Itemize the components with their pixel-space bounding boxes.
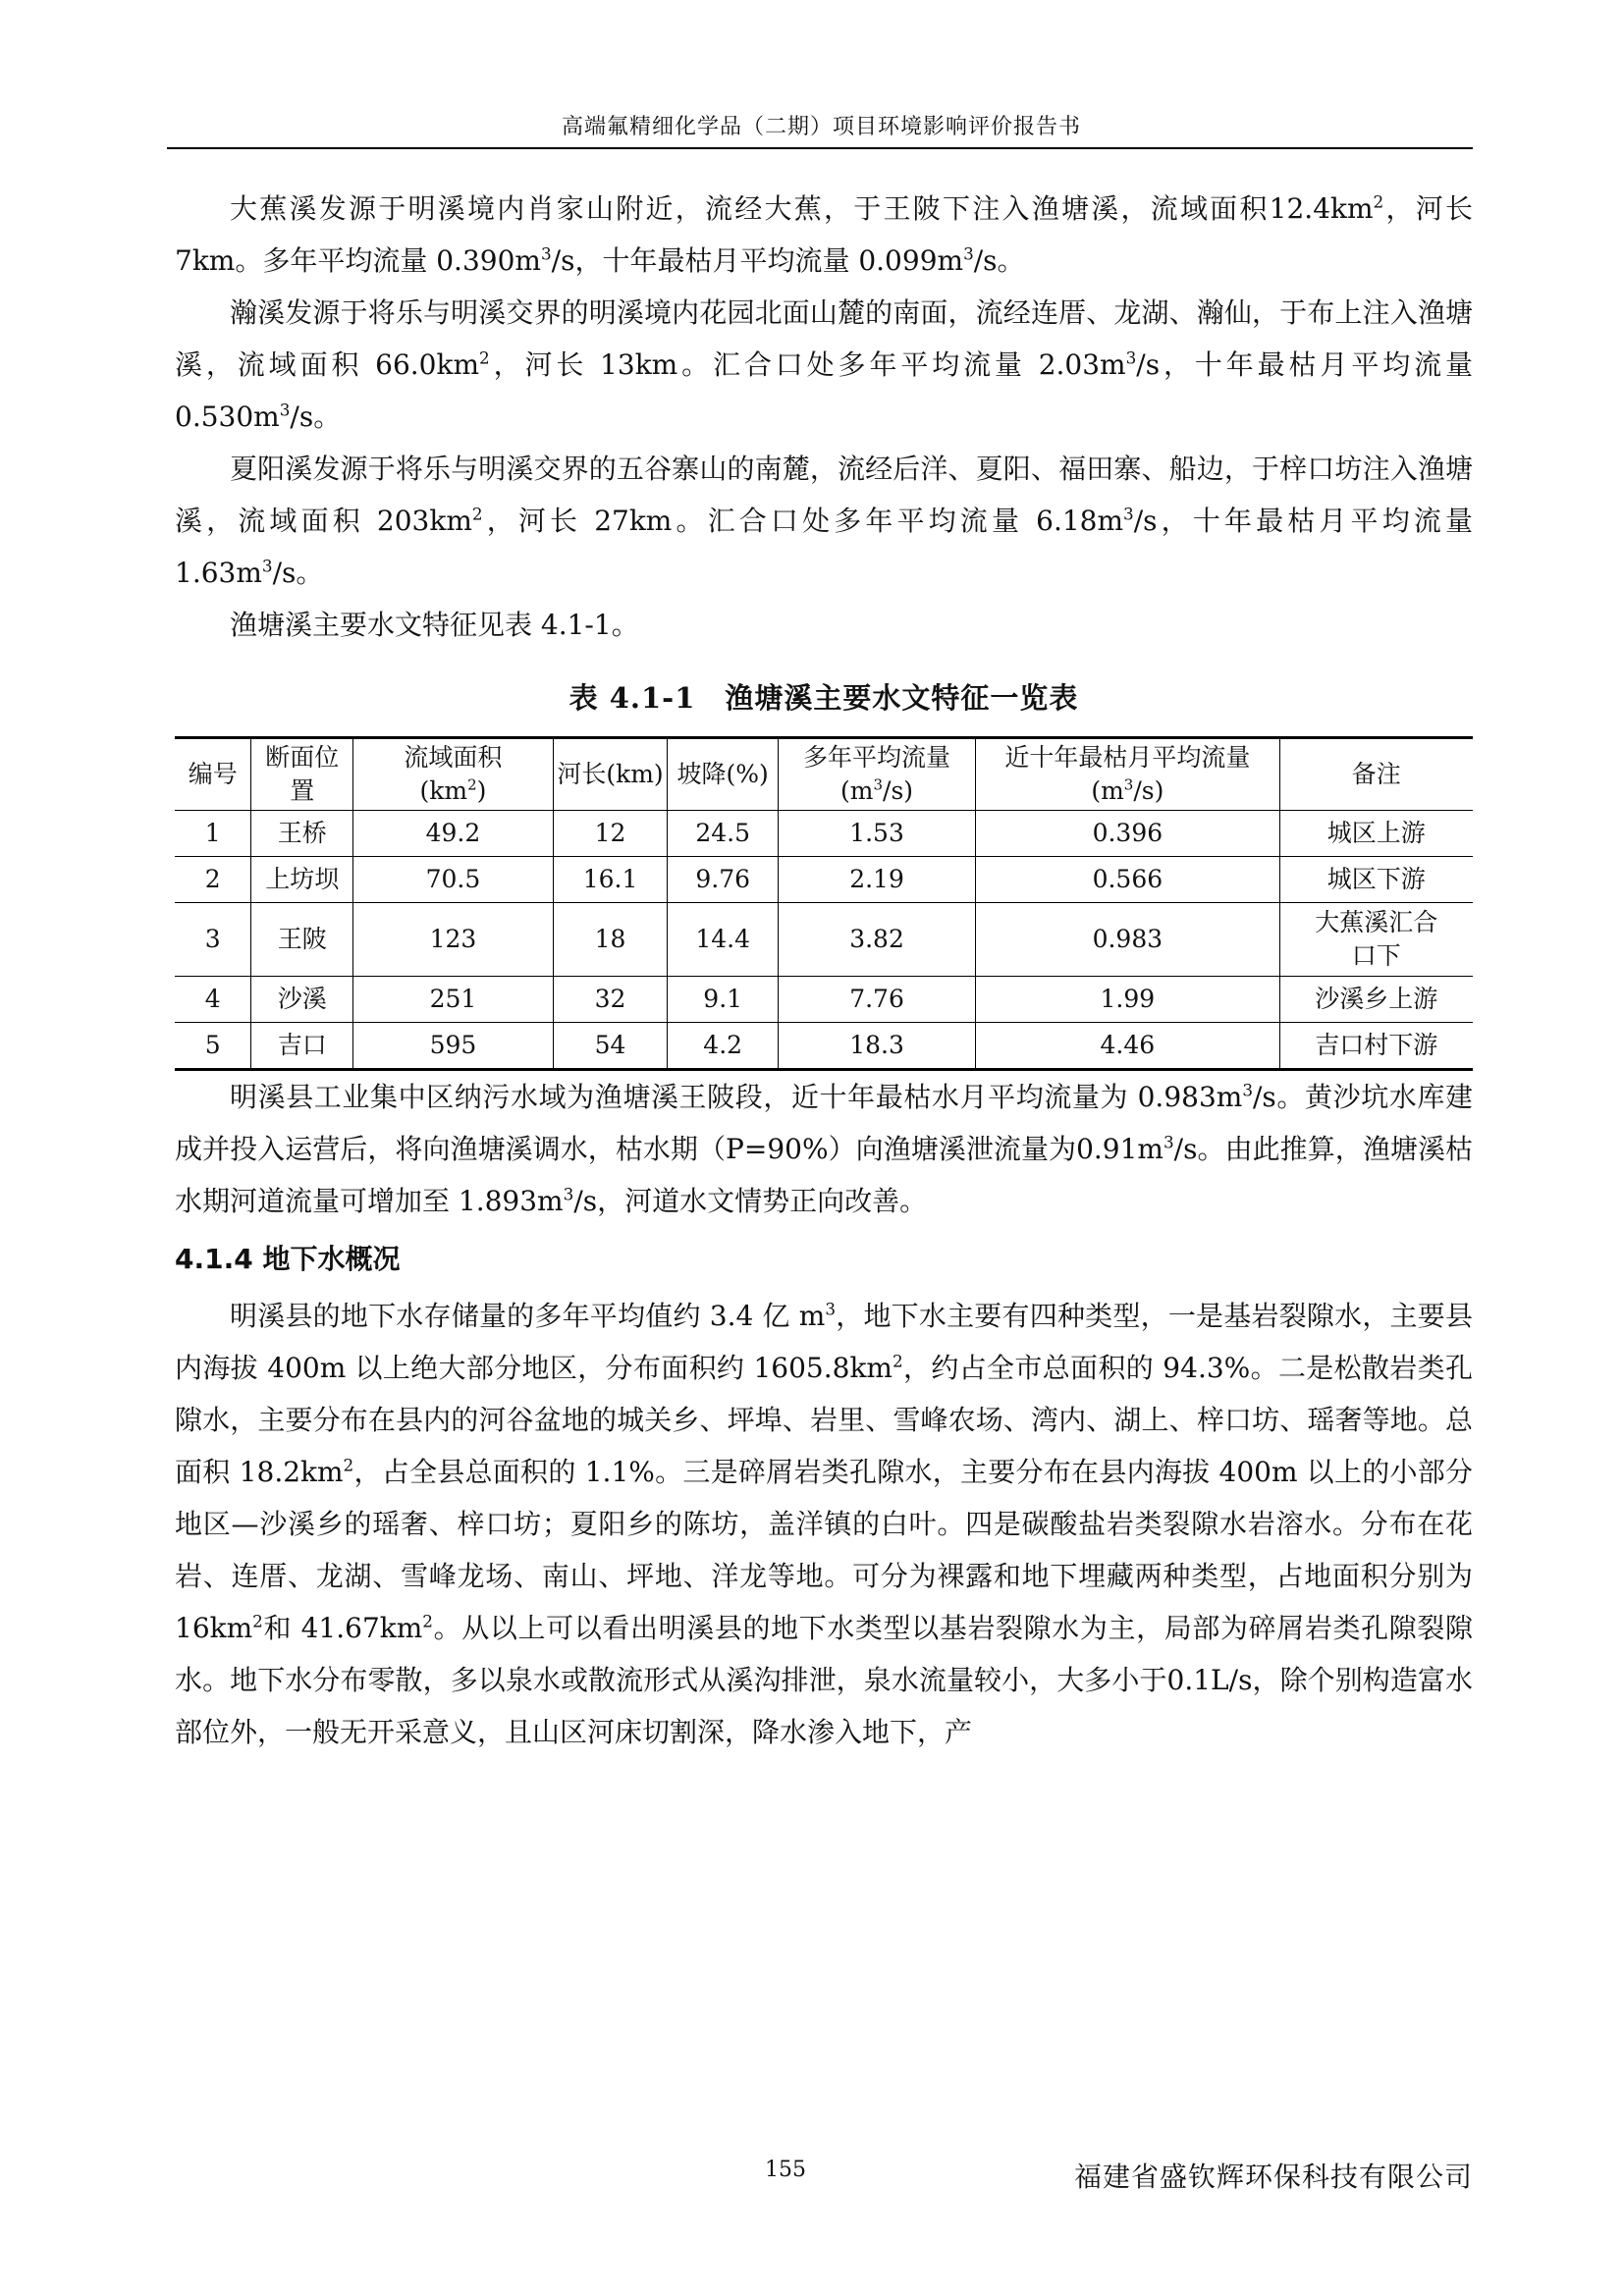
cell-minflow: 0.983: [976, 903, 1279, 977]
paragraph-table-reference: 渔塘溪主要水文特征见表 4.1-1。: [230, 609, 639, 641]
cell-no: 1: [175, 811, 251, 857]
cell-area: 123: [353, 903, 553, 977]
cell-no: 5: [175, 1023, 251, 1070]
cell-flow: 2.19: [778, 857, 975, 903]
page-body: [175, 183, 1473, 1758]
header-area: 流域面积 $(km^2)$: [353, 738, 553, 811]
header-length: 河长(km): [553, 738, 668, 811]
cell-section: 王陂: [251, 903, 353, 977]
cell-section: 沙溪: [251, 977, 353, 1023]
cell-length: 12: [553, 811, 668, 857]
cell-flow: 1.53: [778, 811, 975, 857]
cell-remark: 沙溪乡上游: [1279, 977, 1473, 1023]
cell-slope: 9.76: [668, 857, 779, 903]
cell-length: 16.1: [553, 857, 668, 903]
cell-minflow: 0.566: [976, 857, 1279, 903]
cell-slope: 24.5: [668, 811, 779, 857]
cell-area: 251: [353, 977, 553, 1023]
cell-section: 上坊坝: [251, 857, 353, 903]
header-flow: 多年平均流量 $(m^3/s)$: [778, 738, 975, 811]
cell-slope: 14.4: [668, 903, 779, 977]
page-number: 155: [765, 2158, 806, 2182]
table-row: [175, 857, 1473, 903]
paragraph-receiving-water: 明溪县工业集中区纳污水域为渔塘溪王陂段，近十年最枯水月平均流量为 $0.983m^3/s$。黄沙坑水库建成并投入运营后，将向渔塘溪调水，枯水期（P=90%）向渔塘溪泄流量为$0.91m^3/s$。由此推算，渔塘溪枯水期河道流量可增加至 $1.893m^3/s$，河道水文情势正向改善。: [175, 1080, 1473, 1217]
cell-remark: 城区上游: [1279, 811, 1473, 857]
header-remark: 备注: [1279, 738, 1473, 811]
cell-flow: 7.76: [778, 977, 975, 1023]
paragraph-dajiao-stream: 大蕉溪发源于明溪境内肖家山附近，流经大蕉，于王陂下注入渔塘溪，流域面积$12.4km^2$，河长 7km。多年平均流量 $0.390m^3/s$，十年最枯月平均流量 $0.099m^3/s$。: [175, 191, 1473, 277]
cell-length: 54: [553, 1023, 668, 1070]
cell-section: 吉口: [251, 1023, 353, 1070]
cell-minflow: 1.99: [976, 977, 1279, 1023]
paragraph-han-stream: 瀚溪发源于将乐与明溪交界的明溪境内花园北面山麓的南面，流经连厝、龙湖、瀚仙，于布上注入渔塘溪，流域面积 $66.0km^2$，河长 13km。汇合口处多年平均流量 $2.03m^3/s$，十年最枯月平均流量 $0.530m^3/s$。: [175, 296, 1474, 433]
table-header-row: [175, 738, 1473, 811]
cell-minflow: 4.46: [976, 1023, 1279, 1070]
paragraph-xiayang-stream: 夏阳溪发源于将乐与明溪交界的五谷寨山的南麓，流经后洋、夏阳、福田寨、船边，于梓口坊注入渔塘溪，流域面积 $203km^2$，河长 27km。汇合口处多年平均流量 $6.18m^3/s$，十年最枯月平均流量 $1.63m^3/s$。: [175, 453, 1473, 589]
cell-no: 3: [175, 903, 251, 977]
table-row: [175, 977, 1473, 1023]
header-section: 断面位置: [251, 738, 353, 811]
cell-area: 49.2: [353, 811, 553, 857]
cell-remark: 城区下游: [1279, 857, 1473, 903]
footer-company: 福建省盛钦辉环保科技有限公司: [1073, 2161, 1473, 2193]
cell-no: 4: [175, 977, 251, 1023]
cell-section: 王桥: [251, 811, 353, 857]
cell-remark: 吉口村下游: [1279, 1023, 1473, 1070]
table-row: [175, 1023, 1473, 1070]
running-header: 高端氟精细化学品（二期）项目环境影响评价报告书: [561, 115, 1081, 139]
hydrology-table: [175, 736, 1473, 1071]
header-rule: [167, 147, 1473, 149]
cell-flow: 18.3: [778, 1023, 975, 1070]
paragraph-groundwater: 明溪县的地下水存储量的多年平均值约 3.4 亿 $m^3$，地下水主要有四种类型，一是基岩裂隙水，主要县内海拔 400m 以上绝大部分地区，分布面积约 $1605.8km^2$，约占全市总面积的 94.3%。二是松散岩类孔隙水，主要分布在县内的河谷盆地的城关乡、坪埠、岩里、雪峰农场、湾内、湖上、梓口坊、瑶奢等地。总面积 $18.2km^2$，占全县总面积的 1.1%。三是碎屑岩类孔隙水，主要分布在县内海拔 400m 以上的小部分地区—沙溪乡的瑶奢、梓口坊；夏阳乡的陈坊，盖洋镇的白叶。四是碳酸盐岩类裂隙水岩溶水。分布在花岩、连厝、龙湖、雪峰龙场、南山、坪地、洋龙等地。可分为裸露和地下埋藏两种类型，占地面积分别为 $16km^2$和 $41.67km^2$。从以上可以看出明溪县的地下水类型以基岩裂隙水为主，局部为碎屑岩类孔隙裂隙水。地下水分布零散，多以泉水或散流形式从溪沟排泄，泉水流量较小，大多小于0.1L/s，除个别构造富水部位外，一般无开采意义，且山区河床切割深，降水渗入地下，产: [175, 1299, 1473, 1748]
cell-length: 18: [553, 903, 668, 977]
header-minflow: 近十年最枯月平均流量 $(m^3/s)$: [976, 738, 1279, 811]
cell-flow: 3.82: [778, 903, 975, 977]
cell-slope: 4.2: [668, 1023, 779, 1070]
table-row: [175, 811, 1473, 857]
header-no: 编号: [175, 738, 251, 811]
table-caption: 表 4.1-1 渔塘溪主要水文特征一览表: [568, 681, 1079, 715]
cell-remark: 大蕉溪汇合口下: [1279, 903, 1473, 977]
cell-length: 32: [553, 977, 668, 1023]
header-slope: 坡降(%): [668, 738, 779, 811]
cell-slope: 9.1: [668, 977, 779, 1023]
cell-no: 2: [175, 857, 251, 903]
cell-area: 595: [353, 1023, 553, 1070]
section-heading: 4.1.4 地下水概况: [175, 1243, 401, 1275]
cell-minflow: 0.396: [976, 811, 1279, 857]
table-row: [175, 903, 1473, 977]
cell-area: 70.5: [353, 857, 553, 903]
